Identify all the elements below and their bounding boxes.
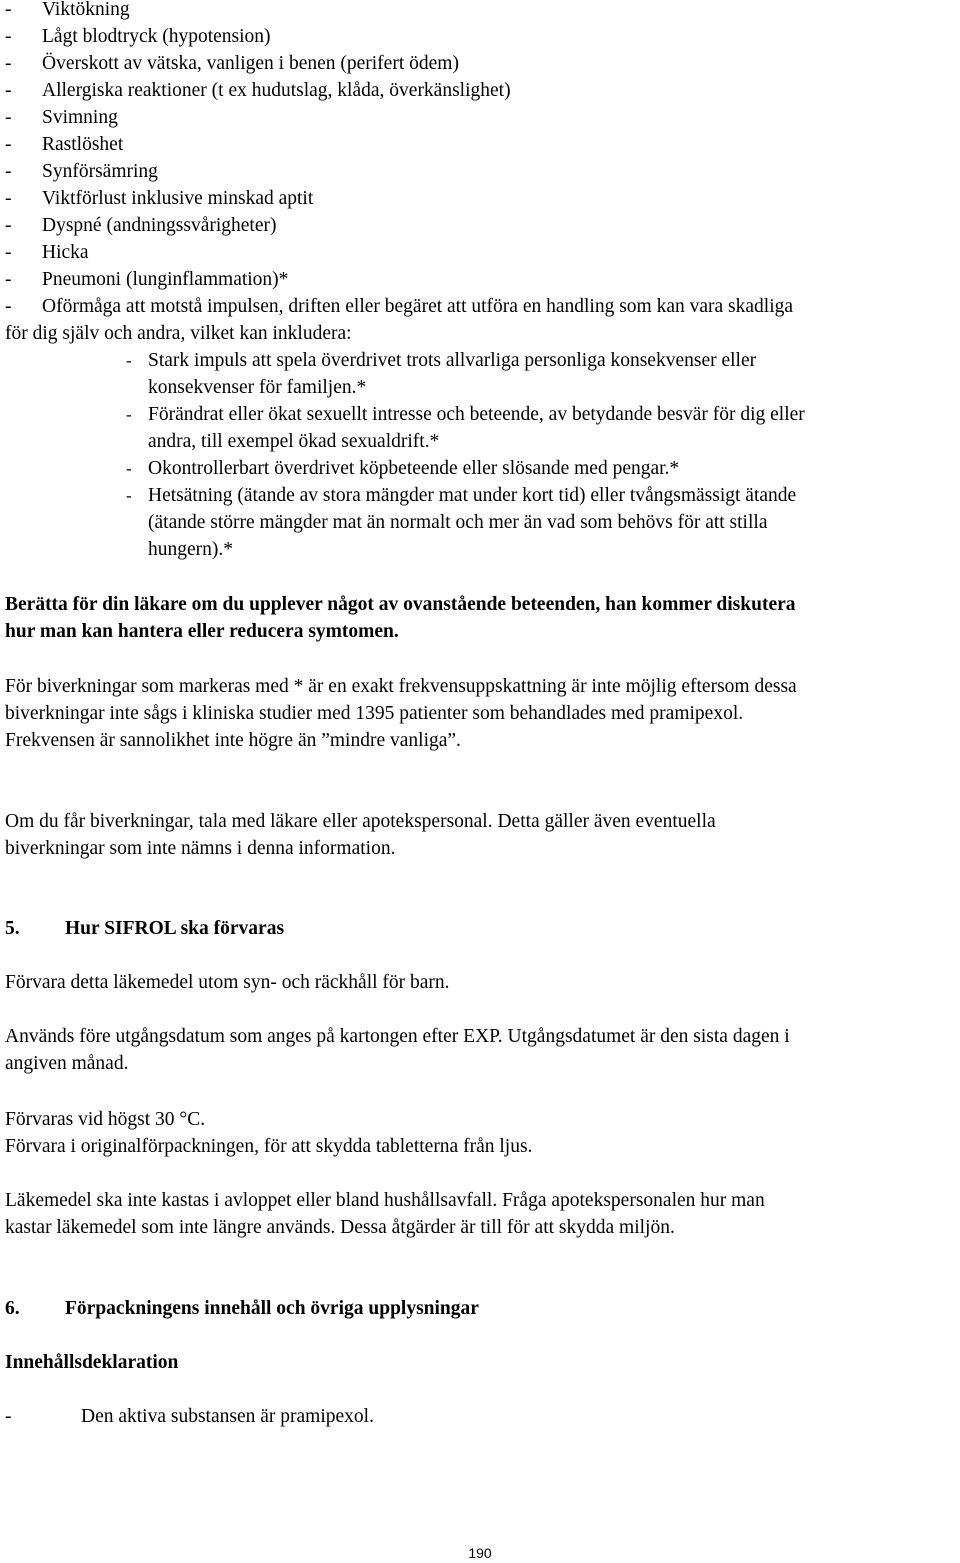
subheading: Innehållsdeklaration — [5, 1352, 179, 1373]
sub-list-item-continuation: hungern).* — [148, 539, 234, 560]
impulse-item-continuation: för dig själv och andra, vilket kan inkludera: — [5, 323, 352, 344]
sub-list-item-continuation: konsekvenser för familjen.* — [148, 377, 367, 398]
sub-list-item-continuation: (ätande större mängder mat än normalt och mer än vad som behövs för att stilla — [148, 512, 768, 533]
sub-list-item-continuation: andra, till exempel ökad sexualdrift.* — [148, 431, 440, 452]
page-number: 190 — [468, 1545, 492, 1561]
document-page: - Viktökning - Lågt blodtryck (hypotension) - Överskott av vätska, vanligen i benen (perifert ödem) - Allergiska reaktioner (t ex hudutslag, klåda, överkänslighet) - Svimning - Rastlöshet - Synförsämring - Viktförlust inklusive minskad aptit - Dyspné (andningssvårigheter) - Hicka - Pneumoni (lunginflammation)* - Oförmåga att motstå impulsen, driften eller begäret att utföra en handling som kan vara skadliga för dig själv och andra, vilket kan inkludera: - Stark impuls att spela överdrivet trots allvarliga personliga konsekvenser eller konsekvenser för familjen.* - Förändrat eller ökat sexuellt intresse och beteende, av betydande besvär för dig eller andra, till exempel ökad sexualdrift.* - Okontrollerbart överdrivet köpbeteende eller slösande med pengar.* - Hetsätning (ätande av stora mängder mat under kort tid) eller tvångsmässigt ätande (ätande större mängder mat än normalt och mer än vad som behövs för att stilla hungern).* Berätta för din läkare om du upplever något av ovanstående beteenden, han kommer diskutera hur man kan hantera eller reducera symtomen. För biverkningar som markeras med * är en exakt frekvensuppskattning är inte möjlig eftersom dessa biverkningar inte sågs i kliniska studier med 1395 patienter som behandlades med pramipexol. Frekvensen är sannolikhet inte högre än ”mindre vanliga”. Om du får biverkningar, tala med läkare eller apotekspersonal. Detta gäller även eventuella biverkningar som inte nämns i denna information. 5. Hur SIFROL ska förvaras Förvara detta läkemedel utom syn- och räckhåll för barn. Används före utgångsdatum som anges på kartongen efter EXP. Utgångsdatumet är den sista dagen i angiven månad. Förvaras vid högst 30 °C. Förvara i originalförpackningen, för att skydda tabletterna från ljus. Läkemedel ska inte kastas i avloppet eller bland hushållsavfall. Fråga apotekspersonalen hur man kastar läkemedel som inte längre används. Dessa åtgärder är till för att skydda miljön. 6. Förpackningens innehåll och övriga upplysningar Innehållsdeklaration - Den aktiva substansen är pramipexol. 190 — [0, 0, 960, 1563]
